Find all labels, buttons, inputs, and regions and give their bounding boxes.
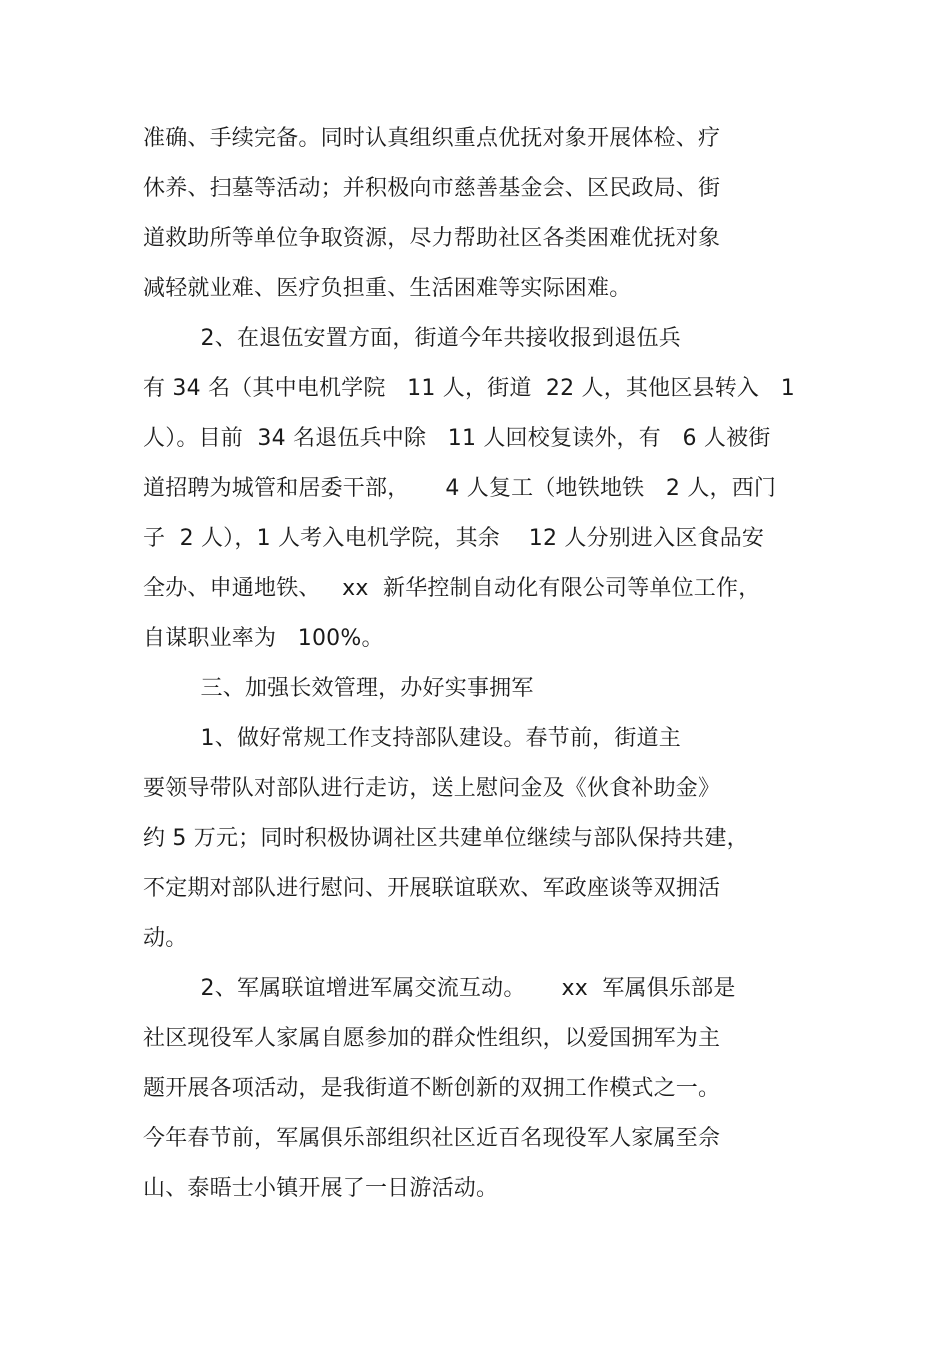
paragraph-line: 约 5 万元；同时积极协调社区共建单位继续与部队保持共建，	[143, 826, 749, 851]
paragraph-line: 社区现役军人家属自愿参加的群众性组织，以爱国拥军为主	[143, 1026, 721, 1051]
paragraph-line: 自谋职业率为 100%。	[143, 626, 384, 651]
paragraph-line: 2、军属联谊增进军属交流互动。 xx 军属俱乐部是	[143, 976, 736, 1001]
paragraph-line: 今年春节前，军属俱乐部组织社区近百名现役军人家属至佘	[143, 1126, 721, 1151]
paragraph-line: 不定期对部队进行慰问、开展联谊联欢、军政座谈等双拥活	[143, 876, 721, 901]
paragraph-line: 全办、申通地铁、 xx 新华控制自动化有限公司等单位工作，	[143, 576, 761, 601]
section-heading: 三、加强长效管理，办好实事拥军	[143, 676, 534, 701]
paragraph-line: 人）。目前 34 名退伍兵中除 11 人回校复读外，有 6 人被街	[143, 426, 771, 451]
paragraph-line: 要领导带队对部队进行走访，送上慰问金及《伙食补助金》	[143, 776, 721, 801]
paragraph-line: 休养、扫墓等活动；并积极向市慈善基金会、区民政局、街	[143, 176, 721, 201]
paragraph-line: 山、泰晤士小镇开展了一日游活动。	[143, 1176, 499, 1201]
paragraph-line: 有 34 名（其中电机学院 11 人，街道 22 人，其他区县转入 1	[143, 376, 795, 401]
paragraph-line: 道救助所等单位争取资源，尽力帮助社区各类困难优抚对象	[143, 226, 721, 251]
paragraph-line: 子 2 人），1 人考入电机学院，其余 12 人分别进入区食品安	[143, 526, 765, 551]
paragraph-line: 准确、手续完备。同时认真组织重点优抚对象开展体检、疗	[143, 126, 721, 151]
paragraph-line: 减轻就业难、医疗负担重、生活困难等实际困难。	[143, 276, 632, 301]
paragraph-line: 题开展各项活动，是我街道不断创新的双拥工作模式之一。	[143, 1076, 721, 1101]
paragraph-line: 动。	[143, 926, 188, 951]
paragraph-line: 道招聘为城管和居委干部， 4 人复工（地铁地铁 2 人，西门	[143, 476, 777, 501]
paragraph-line: 1、做好常规工作支持部队建设。春节前，街道主	[143, 726, 681, 751]
paragraph-line: 2、在退伍安置方面，街道今年共接收报到退伍兵	[143, 326, 681, 351]
